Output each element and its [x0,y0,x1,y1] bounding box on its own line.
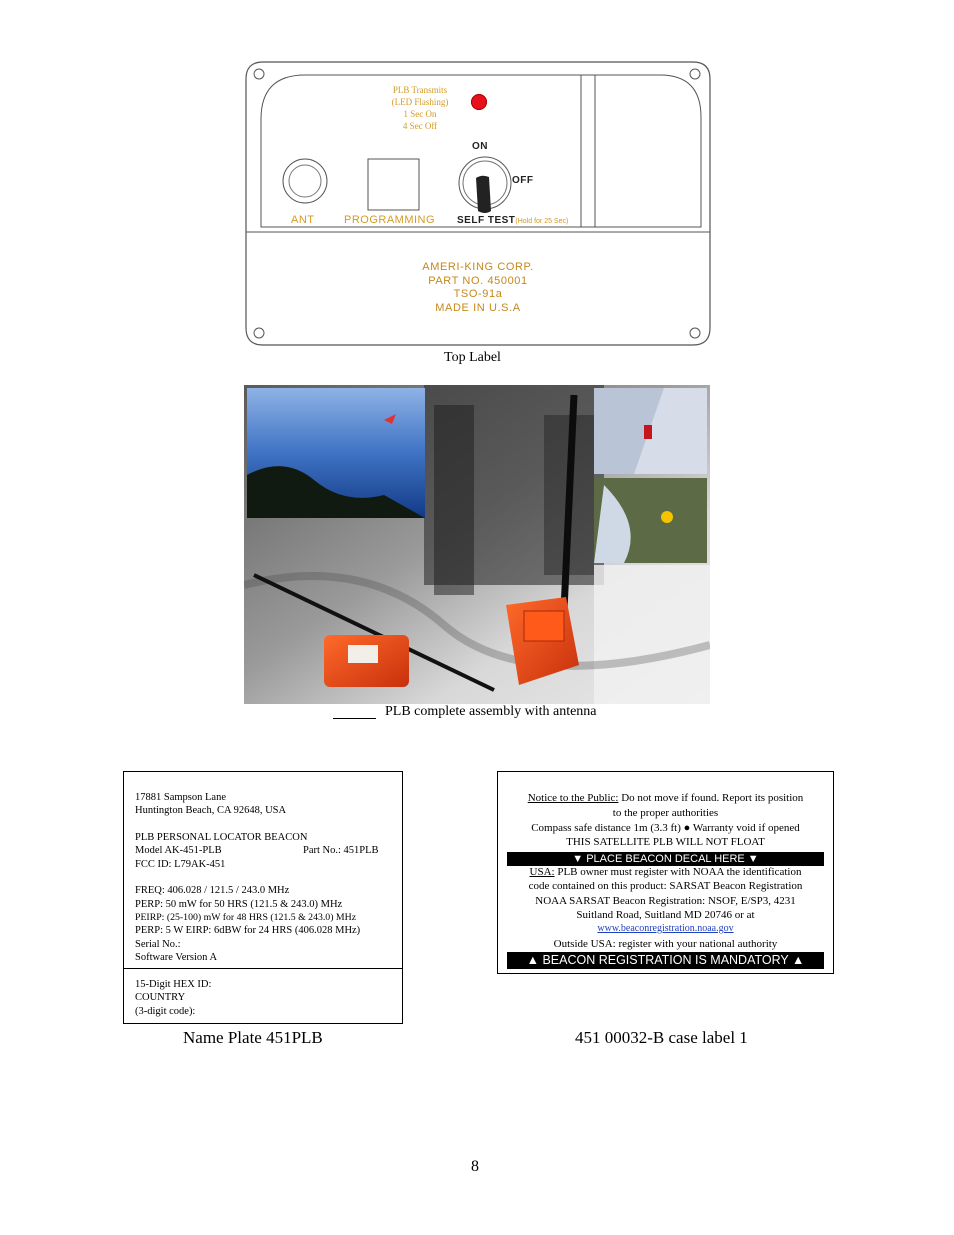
model-line: Model AK-451-PLB [135,845,222,856]
usa-text: PLB owner must register with NOAA the identification [554,866,802,878]
hex-id: 15-Digit HEX ID: [135,979,212,990]
product-line: PLB PERSONAL LOCATOR BEACON [135,832,308,843]
usa-label: USA: [529,866,555,878]
plb-assembly-photo [244,385,710,704]
photo-collage [244,385,710,704]
programming-label: PROGRAMMING [344,214,436,226]
ant-label: ANT [291,214,315,226]
address-line: Huntington Beach, CA 92648, USA [135,805,287,816]
usa-line [498,866,833,878]
notice-label: Notice to the Public: [527,792,619,804]
photo-caption: PLB complete assembly with antenna [385,704,597,719]
peirp-line: PEIRP: (25-100) mW for 48 HRS (121.5 & 243.0) MHz [135,912,357,923]
outside-usa-line: Outside USA: register with your national authority [553,938,778,950]
maker-block [245,261,711,315]
page-number: 8 [471,1158,479,1175]
perp-line: PERP: 50 mW for 50 HRS (121.5 & 243.0) MHz [135,899,343,910]
suitland-line: Suitland Road, Suitland MD 20746 or at [576,909,755,921]
mandatory-bar: ▲ BEACON REGISTRATION IS MANDATORY ▲ [507,952,824,969]
transmit-line: (LED Flashing) [391,97,449,107]
name-plate [123,771,403,1024]
case-label [497,771,834,974]
serial-number: Serial No.: [135,939,181,950]
transmit-legend [365,84,475,132]
registration-link[interactable]: www.beaconregistration.noaa.gov [597,923,734,934]
maker-line: PART NO. 450001 [428,274,528,287]
led-indicator [471,94,487,110]
registration-url-line [498,923,833,934]
notice-text: Do not move if found. Report its position [618,792,804,804]
notice-line [498,792,833,804]
no-float-line: THIS SATELLITE PLB WILL NOT FLOAT [566,836,765,848]
part-number: Part No.: 451PLB [303,845,379,856]
name-plate-divider [124,968,402,969]
compass-warranty-line: Compass safe distance 1m (3.3 ft) ● Warranty void if opened [531,822,800,834]
fcc-id: FCC ID: L79AK-451 [135,859,226,870]
self-test-hint: (Hold for 25 Sec) [515,218,569,225]
case-label-caption: 451 00032-B case label 1 [575,1028,748,1047]
address-line: 17881 Sampson Lane [135,792,226,803]
figure-number-rule [333,718,376,719]
on-label: ON [472,141,488,152]
name-plate-caption: Name Plate 451PLB [183,1028,323,1047]
top-label-figure [245,61,711,346]
top-label-caption: Top Label [444,350,501,365]
notice-line-2: to the proper authorities [612,807,719,819]
software-version: Software Version A [135,952,218,963]
noaa-line: NOAA SARSAT Beacon Registration: NSOF, E/SP3, 4231 [535,895,796,907]
country: COUNTRY [135,992,186,1003]
transmit-line: 1 Sec On [403,109,437,119]
self-test-text: SELF TEST [457,215,516,226]
maker-line: TSO-91a [453,288,503,300]
code-line: code contained on this product: SARSAT Beacon Registration [528,880,803,892]
maker-line: AMERI-KING CORP. [422,261,534,273]
transmit-line: PLB Transmits [392,85,448,95]
self-test-label [457,214,568,226]
maker-line: MADE IN U.S.A [435,301,521,314]
place-decal-bar: ▼ PLACE BEACON DECAL HERE ▼ [507,852,824,866]
perp-eirp-line: PERP: 5 W EIRP: 6dBW for 24 HRS (406.028 MHz) [135,925,361,936]
transmit-line: 4 Sec Off [402,121,438,131]
off-label: OFF [512,175,534,186]
country-code: (3-digit code): [135,1006,196,1017]
freq-line: FREQ: 406.028 / 121.5 / 243.0 MHz [135,885,290,896]
